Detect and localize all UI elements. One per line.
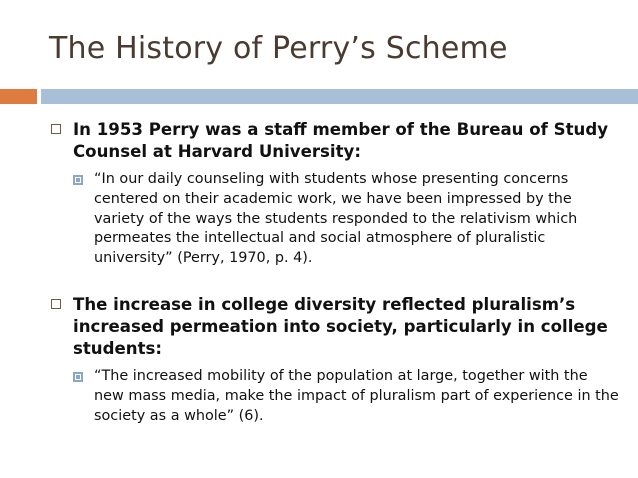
filled-square-bullet-icon bbox=[73, 372, 83, 382]
filled-square-bullet-icon bbox=[73, 175, 83, 185]
bullet-2 bbox=[50, 294, 620, 360]
sub-bullet-1-text: “In our daily counseling with students whose presenting concerns centered on their academic work, we have been impressed by the variety of the ways the students responded to the relativism which permeates the intellectual and social atmosphere of pluralistic university” (Perry, 1970, p. 4). bbox=[94, 171, 578, 267]
accent-bar-orange bbox=[0, 89, 37, 104]
bullet-1-text: In 1953 Perry was a staff member of the Bureau of Study Counsel at Harvard University: bbox=[73, 120, 609, 161]
sub-bullet-2-text: “The increased mobility of the population at large, together with the new mass media, make the impact of pluralism part of experience in the society as a whole” (6). bbox=[94, 367, 619, 424]
slide-content bbox=[50, 119, 620, 426]
sub-bullet-1 bbox=[73, 170, 620, 269]
square-bullet-icon bbox=[51, 299, 61, 309]
bullet-1 bbox=[50, 119, 620, 163]
bullet-2-text: The increase in college diversity reflected pluralism’s increased permeation into society, particularly in college students: bbox=[73, 294, 608, 358]
sub-bullet-2 bbox=[73, 367, 620, 426]
square-bullet-icon bbox=[51, 124, 61, 134]
slide-title: The History of Perry’s Scheme bbox=[49, 31, 508, 66]
accent-bar-blue bbox=[41, 89, 638, 104]
spacer bbox=[50, 269, 620, 294]
